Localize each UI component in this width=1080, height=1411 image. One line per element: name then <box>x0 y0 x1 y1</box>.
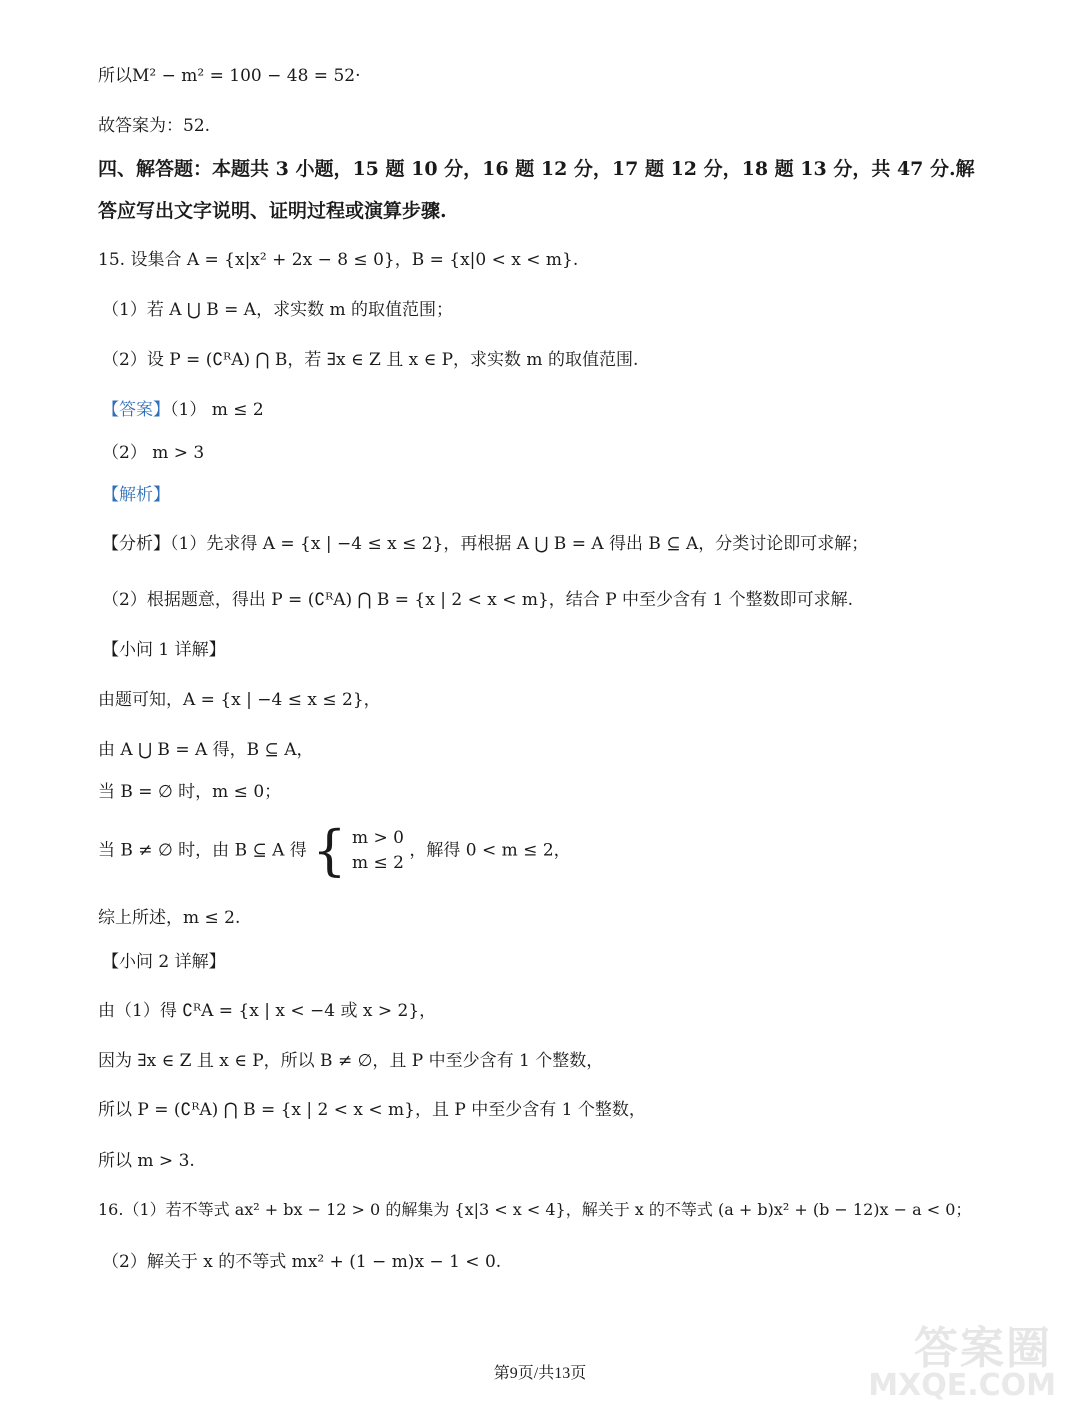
solution-2-line-b: 因为 ∃x ∈ Z 且 x ∈ P，所以 B ≠ ∅，且 P 中至少含有 1 个整数， <box>98 1051 604 1071</box>
analysis-tag <box>102 485 170 505</box>
question-16-part-1: 16.（1）若不等式 ax² + bx − 12 > 0 的解集为 {x|3 < x < 4}，解关于 x 的不等式 (a + b)x² + (b − 12)x − a < 0； <box>98 1200 972 1219</box>
inequality-row-2: m ≤ 2 <box>351 853 404 873</box>
solution-1-conclusion: 综上所述，m ≤ 2. <box>98 908 241 928</box>
analysis-line-2: （2）根据题意，得出 P = (∁ᴿA) ⋂ B = {x | 2 < x < m}，结合 P 中至少含有 1 个整数即可求解. <box>102 590 854 610</box>
analysis-line-1: 【分析】（1）先求得 A = {x | −4 ≤ x ≤ 2}，再根据 A ⋃ B = A 得出 B ⊆ A，分类讨论即可求解； <box>102 534 869 554</box>
solution-1-line-d-pre: 当 B ≠ ∅ 时，由 B ⊆ A 得 <box>98 840 307 861</box>
inequality-rows <box>352 826 404 875</box>
page-footer: 第9页/共13页 <box>493 1365 587 1382</box>
inequality-row-1: m > 0 <box>351 828 404 849</box>
answer-line-1 <box>102 400 264 420</box>
solution-2-conclusion: 所以 m > 3. <box>98 1151 195 1171</box>
question-16-part-2: （2）解关于 x 的不等式 mx² + (1 − m)x − 1 < 0. <box>102 1252 502 1272</box>
answer-2: （2） m > 3 <box>102 443 205 463</box>
solution-1-line-c: 当 B = ∅ 时，m ≤ 0； <box>98 782 282 802</box>
answer-tag: 【答案】 <box>102 400 170 420</box>
answer-1: （1） m ≤ 2 <box>170 400 264 420</box>
watermark-text-cn: 答案圈 <box>914 1323 1052 1374</box>
inequality-system <box>312 819 404 882</box>
solution-2-line-a: 由（1）得 ∁ᴿA = {x | x < −4 或 x > 2}， <box>98 1001 437 1021</box>
watermark-text-url: MXQE.COM <box>868 1368 1056 1403</box>
solution-1-line-a: 由题可知，A = {x | −4 ≤ x ≤ 2}， <box>98 690 381 710</box>
solution-1-line-d <box>98 819 571 882</box>
solution-1-line-d-post: ，解得 0 < m ≤ 2， <box>409 840 571 861</box>
section-heading-1: 四、解答题：本题共 3 小题，15 题 10 分，16 题 12 分，17 题 12 分，18 题 13 分，共 47 分.解 <box>98 158 975 180</box>
question-15-part-2: （2）设 P = (∁ᴿA) ⋂ B，若 ∃x ∈ Z 且 x ∈ P，求实数 m 的取值范围. <box>102 350 639 370</box>
solution-1-line-b: 由 A ⋃ B = A 得，B ⊆ A， <box>98 740 314 760</box>
section-heading-2: 答应写出文字说明、证明过程或演算步骤. <box>98 200 447 222</box>
question-15: 15. 设集合 A = {x|x² + 2x − 8 ≤ 0}，B = {x|0 < x < m}. <box>98 250 579 270</box>
line-answer-52: 故答案为：52. <box>98 116 211 136</box>
brace-glyph: { <box>312 819 347 882</box>
sub-question-1-heading: 【小问 1 详解】 <box>102 640 226 660</box>
line-result: 所以M² − m² = 100 − 48 = 52· <box>98 66 361 86</box>
solution-2-line-c: 所以 P = (∁ᴿA) ⋂ B = {x | 2 < x < m}，且 P 中至少含有 1 个整数， <box>98 1100 646 1120</box>
sub-question-2-heading: 【小问 2 详解】 <box>102 952 226 972</box>
analysis-tag-text: 【解析】 <box>102 485 170 505</box>
question-15-part-1: （1）若 A ⋃ B = A，求实数 m 的取值范围； <box>102 300 453 320</box>
